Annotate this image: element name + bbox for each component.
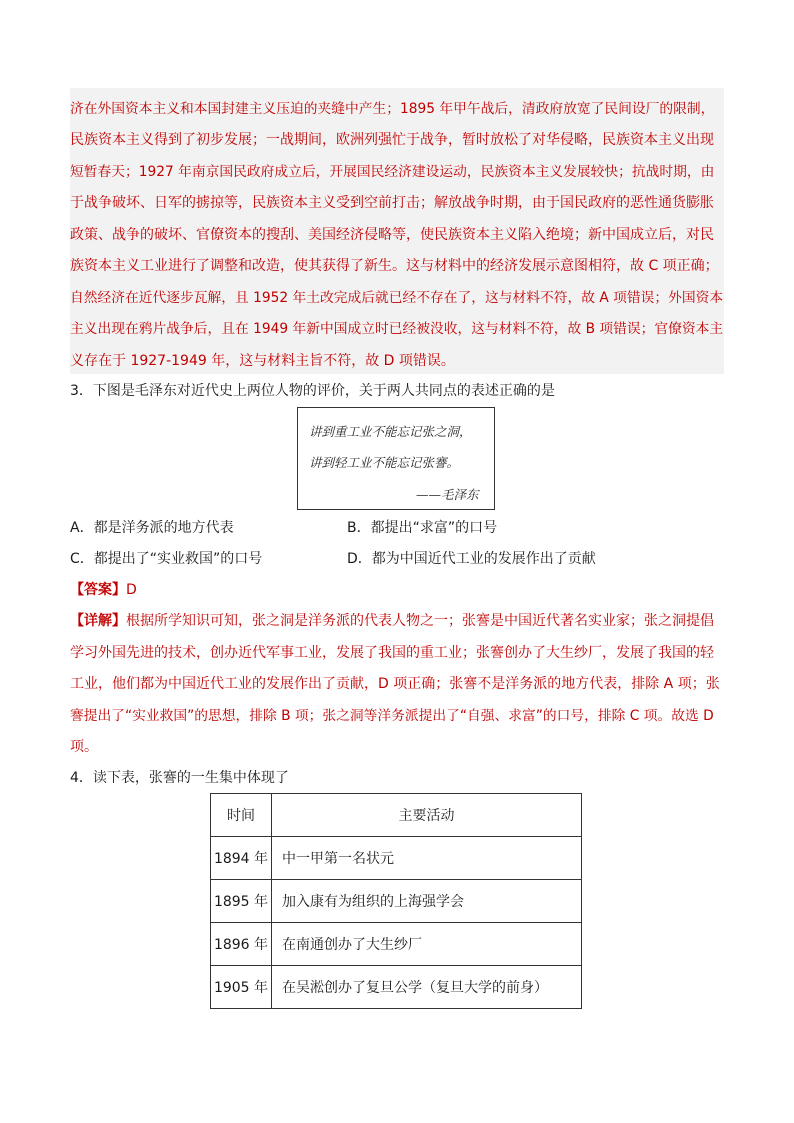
table-cell-year: 1895 年 xyxy=(211,880,272,923)
option-b: B．都提出“求富”的口号 xyxy=(347,520,498,536)
question-3-stem: 3．下图是毛泽东对近代史上两位人物的评价，关于两人共同点的表述正确的是 xyxy=(70,383,555,399)
table-cell-activity: 在吴淞创办了复旦公学（复旦大学的前身） xyxy=(272,966,582,1009)
table-cell-year: 1896 年 xyxy=(211,923,272,966)
table-header-row xyxy=(211,794,582,837)
table-row xyxy=(211,966,582,1009)
explanation-line: 济在外国资本主义和本国封建主义压迫的夹缝中产生；1895 年甲午战后，清政府放宽了民间设厂的限制， xyxy=(70,101,715,117)
quote-author: ——毛泽东 xyxy=(416,487,479,502)
quote-line-2: 讲到轻工业不能忘记张謇。 xyxy=(309,455,460,470)
option-a: A．都是洋务派的地方代表 xyxy=(70,520,234,536)
detail-line xyxy=(70,611,714,631)
detail-tag: 【详解】 xyxy=(70,613,126,629)
table-row xyxy=(211,837,582,880)
column-header-activity: 主要活动 xyxy=(272,794,582,837)
explanation-line: 短暂春天；1927 年南京国民政府成立后，开展国民经济建设运动，民族资本主义发展较快；抗战时期，由 xyxy=(70,164,715,180)
option-d: D．都为中国近代工业的发展作出了贡献 xyxy=(347,551,596,567)
table-cell-year: 1905 年 xyxy=(211,966,272,1009)
column-header-time: 时间 xyxy=(211,794,272,837)
explanation-line: 自然经济在近代逐步瓦解，且 1952 年土改完成后就已经不存在了，这与材料不符，故 A 项错误；外国资本 xyxy=(70,290,724,306)
table-cell-year: 1894 年 xyxy=(211,837,272,880)
detail-line: 项。 xyxy=(70,739,98,755)
table-row xyxy=(211,923,582,966)
explanation-line: 于战争破坏、日军的掳掠等，民族资本主义受到空前打击；解放战争时期，由于国民政府的恶性通货膨胀 xyxy=(70,195,714,211)
explanation-line: 义存在于 1927-1949 年，这与材料主旨不符，故 D 项错误。 xyxy=(70,353,455,369)
table-cell-activity: 加入康有为组织的上海强学会 xyxy=(272,880,582,923)
table-cell-activity: 中一甲第一名状元 xyxy=(272,837,582,880)
timeline-table xyxy=(210,793,582,1009)
detail-line: 学习外国先进的技术，创办近代军事工业，发展了我国的重工业；张謇创办了大生纱厂，发展了我国的轻 xyxy=(70,645,714,661)
question-4-stem: 4．读下表，张謇的一生集中体现了 xyxy=(70,770,289,786)
explanation-line: 族资本主义工业进行了调整和改造，使其获得了新生。这与材料中的经济发展示意图相符，故 C 项正确； xyxy=(70,258,719,274)
explanation-line: 民族资本主义得到了初步发展；一战期间，欧洲列强忙于战争，暂时放松了对华侵略，民族资本主义出现 xyxy=(70,132,714,148)
answer-value: D xyxy=(126,582,137,598)
answer-line xyxy=(70,580,137,600)
explanation-line: 主义出现在鸦片战争后，且在 1949 年新中国成立时已经被没收，这与材料不符，故 B 项错误；官僚资本主 xyxy=(70,321,724,337)
table-row xyxy=(211,880,582,923)
table-cell-activity: 在南通创办了大生纱厂 xyxy=(272,923,582,966)
quote-line-1: 讲到重工业不能忘记张之洞， xyxy=(309,424,472,439)
detail-text: 根据所学知识可知，张之洞是洋务派的代表人物之一；张謇是中国近代著名实业家；张之洞提倡 xyxy=(126,613,714,629)
explanation-line: 政策、战争的破坏、官僚资本的搜刮、美国经济侵略等，使民族资本主义陷入绝境；新中国成立后，对民 xyxy=(70,227,714,243)
quote-figure xyxy=(297,407,495,510)
answer-tag: 【答案】 xyxy=(70,582,126,598)
option-c: C．都提出了“实业救国”的口号 xyxy=(70,551,263,567)
detail-line: 工业，他们都为中国近代工业的发展作出了贡献，D 项正确；张謇不是洋务派的地方代表，排除 A 项；张 xyxy=(70,676,720,692)
detail-line: 謇提出了“实业救国”的思想，排除 B 项；张之洞等洋务派提出了“自强、求富”的口号，排除 C 项。故选 D xyxy=(70,708,714,724)
